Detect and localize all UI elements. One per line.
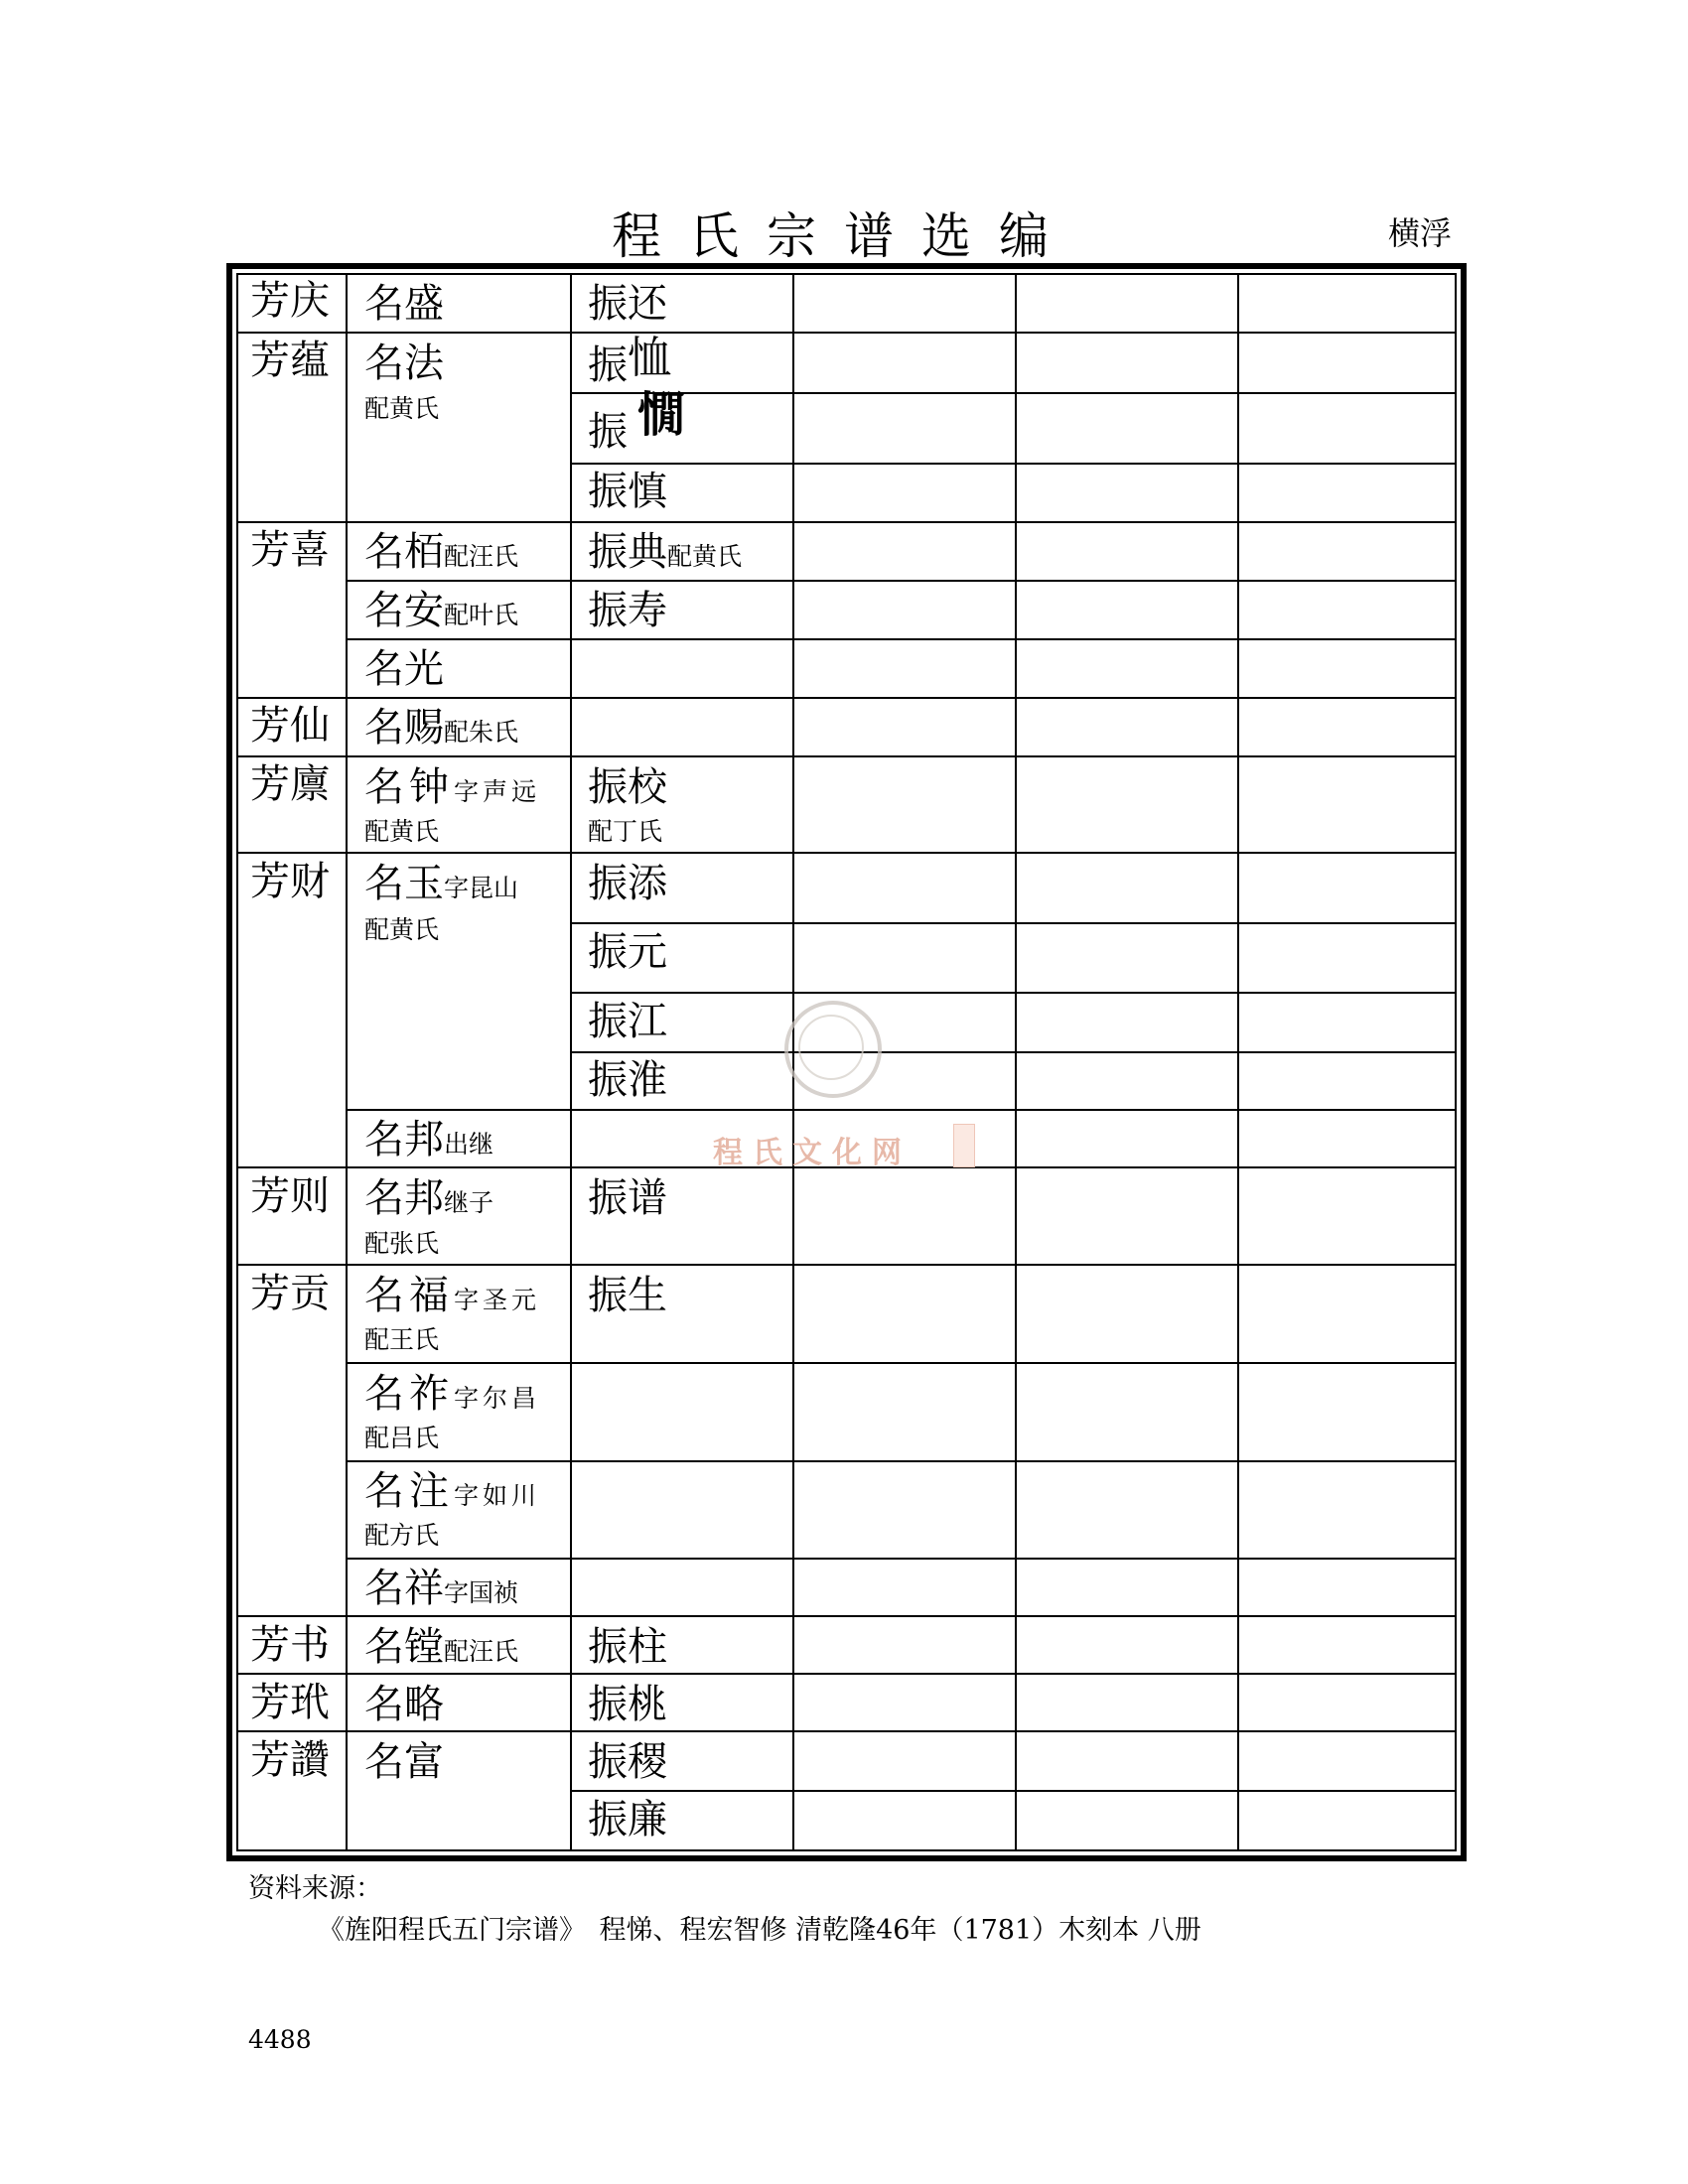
gen3-prefix: 振 xyxy=(588,342,628,388)
gen3-name xyxy=(588,333,671,388)
source-label: 资料来源： xyxy=(248,1873,382,1904)
style-name-note: 字圣元 xyxy=(454,1286,541,1314)
gen3-prefix: 振 xyxy=(588,409,628,455)
row-divider xyxy=(348,1362,1456,1364)
gen3-name: 振稷 xyxy=(588,1739,667,1785)
gen1-name: 芳讚 xyxy=(250,1737,330,1783)
gen1-name: 芳玳 xyxy=(250,1680,330,1725)
gen3-name: 振校 xyxy=(588,764,667,810)
row-divider xyxy=(348,580,1456,582)
spouse-note: 配汪氏 xyxy=(444,542,519,571)
gen2-name: 名法 xyxy=(364,341,444,386)
page-number: 4488 xyxy=(248,2025,312,2054)
adoption-note: 出继 xyxy=(444,1130,494,1159)
spouse-note: 配黄氏 xyxy=(364,394,440,423)
source-citation: 《旌阳程氏五门宗谱》 程悌、程宏智修 清乾隆46年（1781）木刻本 八册 xyxy=(318,1915,1201,1946)
gen1-name: 芳财 xyxy=(250,859,330,904)
style-name-note: 字尔昌 xyxy=(454,1384,541,1413)
gen2-name: 名祥字国祯 xyxy=(364,1566,519,1611)
gen1-name: 芳蕴 xyxy=(250,338,330,383)
row-divider xyxy=(348,1109,1456,1111)
gen3-name: 振柱 xyxy=(588,1624,667,1670)
gen3-name: 振典配黄氏 xyxy=(588,529,743,575)
row-divider xyxy=(238,1264,1456,1266)
gen3-rare-char: 恤 xyxy=(628,333,671,383)
branch-name: 横浮 xyxy=(1388,214,1453,252)
gen3-name: 振桃 xyxy=(588,1682,667,1727)
row-divider xyxy=(348,1558,1456,1560)
adoption-note: 继子 xyxy=(444,1188,494,1217)
gen1-name: 芳喜 xyxy=(250,527,330,573)
style-name-note: 字如川 xyxy=(454,1481,541,1510)
spouse-note: 配张氏 xyxy=(364,1229,440,1258)
style-name-note: 字国祯 xyxy=(444,1578,519,1607)
row-divider xyxy=(348,1460,1456,1462)
gen3-name: 振生 xyxy=(588,1273,667,1318)
gen2-name: 名邦继子 xyxy=(364,1175,494,1221)
spouse-note: 配吕氏 xyxy=(364,1424,440,1452)
watermark-stamp xyxy=(953,1124,975,1167)
row-divider xyxy=(348,638,1456,640)
row-divider xyxy=(572,992,1456,994)
gen3-rare-char: 憪 xyxy=(637,387,686,443)
gen2-name: 名镗配汪氏 xyxy=(364,1624,519,1670)
row-divider xyxy=(572,1790,1456,1792)
gen2-name: 名玉字昆山 xyxy=(364,861,519,906)
row-divider xyxy=(238,852,1456,854)
gen2-name: 名盛 xyxy=(364,281,444,327)
spouse-note: 配王氏 xyxy=(364,1325,440,1354)
gen1-name: 芳庆 xyxy=(250,278,330,324)
row-divider xyxy=(572,1051,1456,1053)
gen2-name: 名略 xyxy=(364,1682,444,1727)
gen3-name xyxy=(588,387,686,455)
row-divider xyxy=(238,332,1456,334)
row-divider xyxy=(238,697,1456,699)
spouse-note: 配黄氏 xyxy=(364,817,440,846)
gen2-name: 名赐配朱氏 xyxy=(364,705,519,751)
gen2-name: 名福字圣元 xyxy=(364,1273,541,1318)
spouse-note: 配黄氏 xyxy=(667,542,743,571)
gen2-name: 名邦出继 xyxy=(364,1117,494,1162)
spouse-note: 配丁氏 xyxy=(588,817,663,846)
gen3-name: 振谱 xyxy=(588,1175,667,1221)
watermark-seal-inner xyxy=(798,1015,864,1080)
row-divider xyxy=(238,521,1456,523)
row-divider xyxy=(238,1615,1456,1617)
gen3-name: 振添 xyxy=(588,861,667,906)
style-name-note: 字声远 xyxy=(454,777,541,806)
gen1-name: 芳廪 xyxy=(250,761,330,807)
gen3-name: 振江 xyxy=(588,999,667,1044)
gen1-name: 芳则 xyxy=(250,1173,330,1219)
gen1-name: 芳仙 xyxy=(250,703,330,749)
spouse-note: 配黄氏 xyxy=(364,915,440,944)
gen2-name: 名钟字声远 xyxy=(364,764,541,810)
gen1-name: 芳贡 xyxy=(250,1271,330,1316)
gen3-name: 振寿 xyxy=(588,588,667,633)
row-divider xyxy=(238,755,1456,757)
row-divider xyxy=(572,463,1456,465)
spouse-note: 配朱氏 xyxy=(444,718,519,747)
page-title: 程氏宗谱选编 xyxy=(612,207,1076,265)
spouse-note: 配叶氏 xyxy=(444,601,519,629)
spouse-note: 配汪氏 xyxy=(444,1637,519,1666)
gen2-name: 名光 xyxy=(364,646,444,692)
gen3-name: 振元 xyxy=(588,929,667,975)
row-divider xyxy=(238,1730,1456,1732)
spouse-note: 配方氏 xyxy=(364,1521,440,1550)
gen3-name: 振廉 xyxy=(588,1797,667,1843)
style-name-note: 字昆山 xyxy=(444,874,519,902)
gen2-name: 名富 xyxy=(364,1739,444,1785)
gen2-name: 名栢配汪氏 xyxy=(364,529,519,575)
row-divider xyxy=(572,392,1456,394)
gen2-name: 名祚字尔昌 xyxy=(364,1371,541,1417)
row-divider xyxy=(572,922,1456,924)
gen2-name: 名注字如川 xyxy=(364,1468,541,1514)
watermark-text: 程氏文化网 xyxy=(713,1136,912,1170)
gen3-name: 振淮 xyxy=(588,1057,667,1103)
gen1-name: 芳书 xyxy=(250,1622,330,1668)
gen3-name: 振慎 xyxy=(588,469,667,514)
gen3-name: 振还 xyxy=(588,281,667,327)
gen2-name: 名安配叶氏 xyxy=(364,588,519,633)
